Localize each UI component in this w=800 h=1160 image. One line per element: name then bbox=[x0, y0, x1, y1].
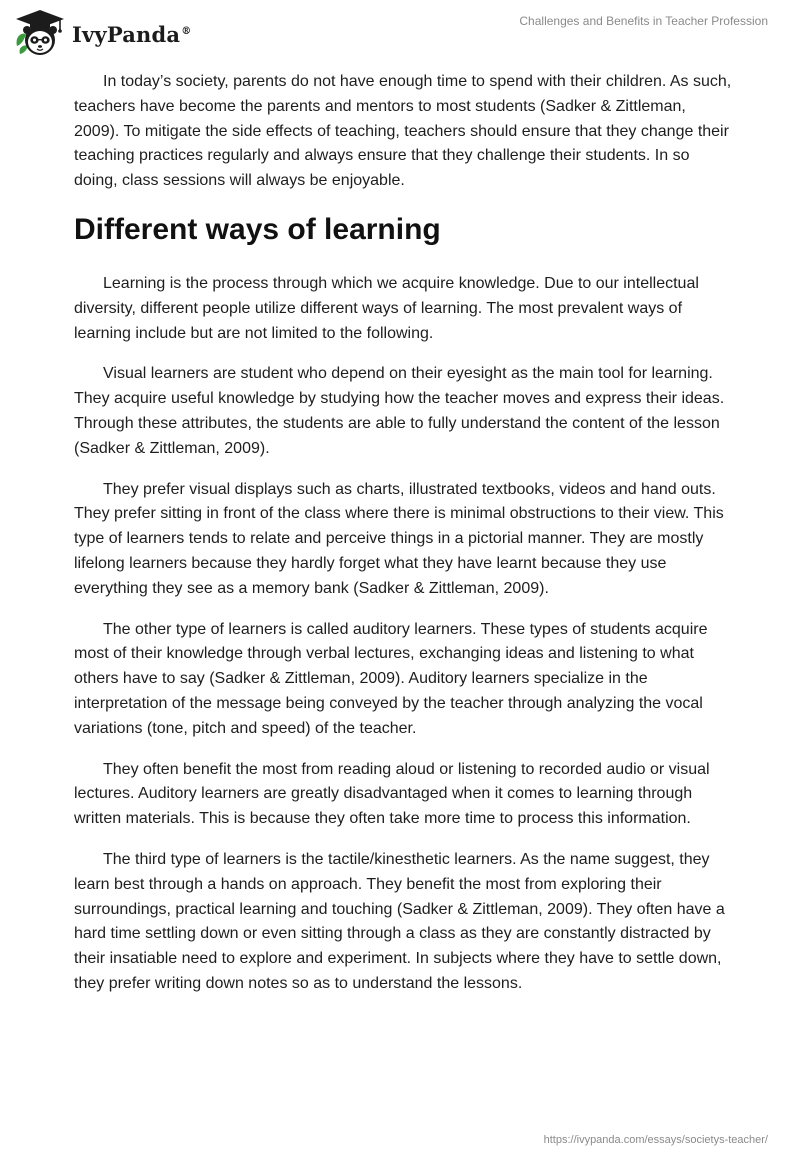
page-header bbox=[0, 0, 800, 60]
paragraph: Visual learners are student who depend on their eyesight as the main tool for learning. They acquire useful knowledge by studying how the teacher moves and express their ideas. Through these attributes, the students are able to fully understand the content of the lesson (Sadker & Zittleman, 2009). bbox=[74, 365, 725, 457]
paragraph: They prefer visual displays such as charts, illustrated textbooks, videos and hand outs. They prefer sitting in front of the class where there is minimal obstructions to their view. This type of learners tends to relate and perceive things in a pictorial manner. They are mostly lifelong learners because they hardly forget what they have learnt because they use everything they see as a memory bank (Sadker & Zittleman, 2009). bbox=[74, 480, 724, 597]
ivypanda-logo[interactable] bbox=[14, 8, 191, 58]
source-url[interactable]: https://ivypanda.com/essays/societys-teacher/ bbox=[543, 1134, 768, 1146]
paragraph: The other type of learners is called auditory learners. These types of students acquire most of their knowledge through verbal lectures, exchanging ideas and listening to what others have to say (Sadker & Zittleman, 2009). Auditory learners specialize in the interpretation of the message being conveyed by the teacher through analyzing the vocal variations (tone, pitch and speed) of the teacher. bbox=[74, 620, 708, 737]
paragraph: The third type of learners is the tactile/kinesthetic learners. As the name suggest, they learn best through a hands on approach. They benefit the most from exploring their surroundings, practical learning and touching (Sadker & Zittleman, 2009). They often have a hard time settling down or even sitting through a class as they are constantly distracted by their insatiable need to explore and experiment. In subjects where they have to settle down, they prefer writing down notes so as to understand the lessons. bbox=[74, 850, 725, 992]
paragraph: They often benefit the most from reading aloud or listening to recorded audio or visual lectures. Auditory learners are greatly disadvantaged when it comes to learning through written materials. This is because they often take more time to process this information. bbox=[74, 760, 710, 828]
intro-paragraph: In today’s society, parents do not have enough time to spend with their children. As such, teachers have become the parents and mentors to most students (Sadker & Zittleman, 2009). To mitigate the side effects of teaching, teachers should ensure that they change their teaching practices regularly and always ensure that they challenge their students. In so doing, class sessions will always be enjoyable. bbox=[74, 73, 732, 190]
article-body bbox=[74, 70, 734, 1013]
section-heading: Different ways of learning bbox=[74, 212, 441, 246]
brand-name: IvyPanda® bbox=[72, 21, 192, 47]
panda-graduate-icon bbox=[14, 8, 66, 58]
document-title: Challenges and Benefits in Teacher Profession bbox=[519, 14, 768, 28]
paragraph: Learning is the process through which we acquire knowledge. Due to our intellectual diversity, different people utilize different ways of learning. The most prevalent ways of learning include but are not limited to the following. bbox=[74, 274, 699, 342]
